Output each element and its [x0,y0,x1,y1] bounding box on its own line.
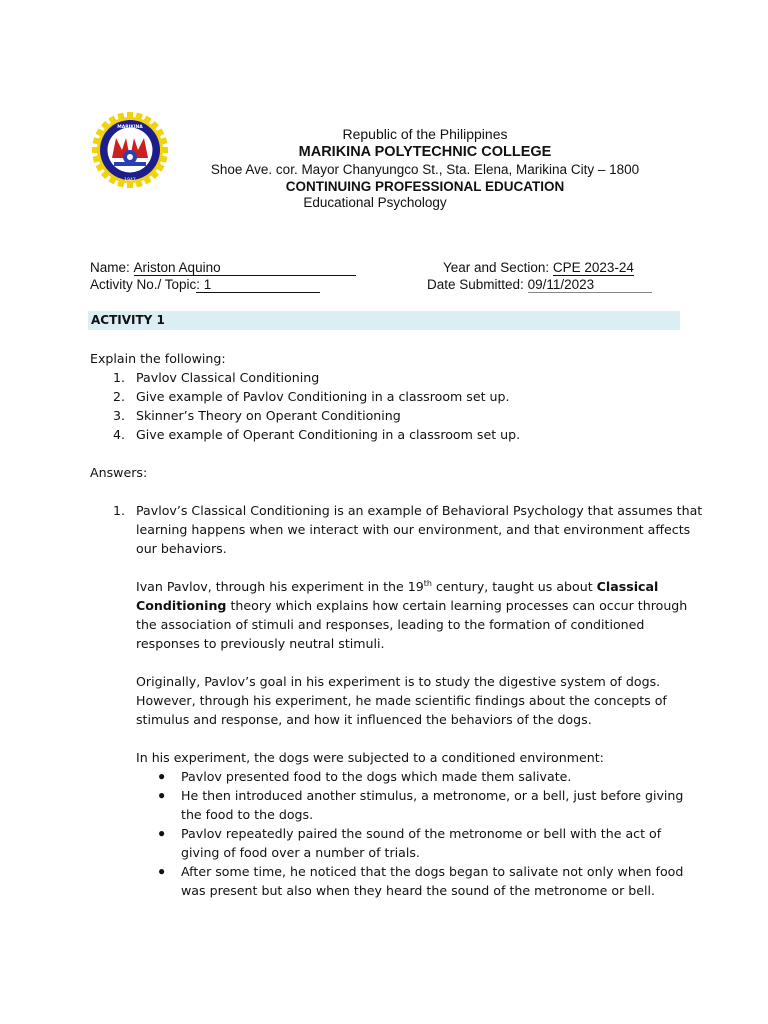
date-label: Date Submitted: [427,277,524,292]
bullet-item-line: Pavlov repeatedly paired the sound of the metronome or bell with the act of [181,826,662,841]
header-college-name: MARIKINA POLYTECHNIC COLLEGE [298,144,552,160]
superscript: th [423,578,432,588]
bullet-item-line: giving of food over a number of trials. [181,845,420,860]
activity-field [90,277,320,293]
answer-paragraph-line: our behaviors. [136,541,227,556]
text-run: theory which explains how certain learning processes can occur through [226,598,688,613]
answer-paragraph-line [136,577,658,596]
instruction-number: 4. [113,427,126,442]
instructions-intro: Explain the following: [90,351,226,366]
seal-year: 1947 [124,178,136,183]
text-run: Ivan Pavlov, through his experiment in the 19 [136,579,424,594]
header-republic: Republic of the Philippines [342,126,508,142]
bullet-dot: ● [158,826,166,840]
instruction-item: Skinner’s Theory on Operant Conditioning [136,408,401,423]
answer-paragraph-line: Originally, Pavlov’s goal in his experiment is to study the digestive system of dogs. [136,674,661,689]
instruction-number: 1. [113,370,126,385]
instruction-number: 3. [113,408,126,423]
instruction-item: Pavlov Classical Conditioning [136,370,320,385]
bullet-item-line: the food to the dogs. [181,807,314,822]
activity-label: Activity No./ Topic [90,277,197,292]
bullet-dot: ● [158,769,166,783]
bullet-dot: ● [158,788,166,802]
bold-term: Conditioning [136,598,227,613]
header-program: CONTINUING PROFESSIONAL EDUCATION [285,179,565,194]
bullet-item-line: After some time, he noticed that the dogs began to salivate not only when food [181,864,684,879]
date-submitted-field [427,277,652,293]
year-section-field [443,260,634,276]
bullet-item-line: He then introduced another stimulus, a metronome, or a bell, just before giving [181,788,684,803]
activity-value: : 1 [196,277,320,293]
answer-paragraph-line: Pavlov’s Classical Conditioning is an example of Behavioral Psychology that assumes that [136,503,703,518]
answer-paragraph-line [136,596,687,615]
date-value: 09/11/2023 [528,277,652,293]
answers-label: Answers: [90,465,148,480]
name-value: Ariston Aquino [134,260,356,276]
header-subject: Educational Psychology [303,195,447,210]
answer-paragraph-line: stimulus and response, and how it influenced the behaviors of the dogs. [136,712,592,727]
college-seal-logo [90,110,170,190]
activity-title: ACTIVITY 1 [91,313,165,327]
year-label: Year and Section: [443,260,550,275]
name-field [90,260,356,276]
answer-paragraph-line: the association of stimuli and responses, leading to the formation of conditioned [136,617,645,632]
activity-heading-bar [88,311,680,330]
svg-text:MARIKINA: MARIKINA [117,125,143,130]
bullet-item-line: Pavlov presented food to the dogs which made them salivate. [181,769,572,784]
name-label: Name: [90,260,130,275]
header-address: Shoe Ave. cor. Mayor Chanyungco St., Sta. Elena, Marikina City – 1800 [210,162,640,177]
bullet-dot: ● [158,864,166,878]
year-value: CPE 2023-24 [552,260,634,275]
instruction-item: Give example of Pavlov Conditioning in a classroom set up. [136,389,510,404]
bold-term: Classical [596,579,659,594]
answer-paragraph-line: learning happens when we interact with our environment, and that environment affects [136,522,691,537]
answer-paragraph-line: However, through his experiment, he made scientific findings about the concepts of [136,693,667,708]
text-run: century, taught us about [432,579,597,594]
answer-paragraph-line: responses to previously neutral stimuli. [136,636,385,651]
instruction-item: Give example of Operant Conditioning in a classroom set up. [136,427,521,442]
bullet-item-line: was present but also when they heard the sound of the metronome or bell. [181,883,656,898]
answer-number: 1. [113,503,126,518]
instruction-number: 2. [113,389,126,404]
answer-paragraph-line: In his experiment, the dogs were subjected to a conditioned environment: [136,750,604,765]
